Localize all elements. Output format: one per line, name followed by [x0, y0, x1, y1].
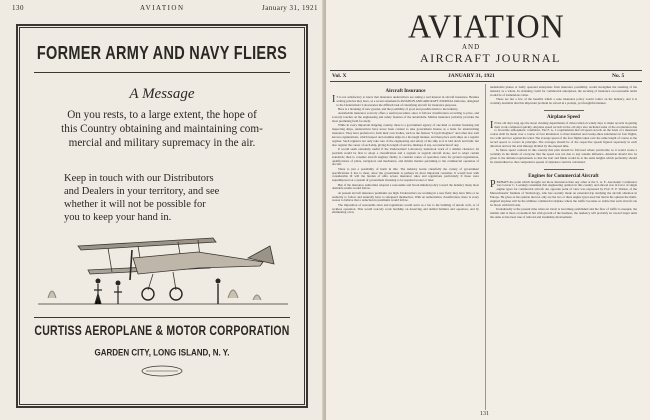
column-divider: [485, 84, 486, 410]
drop-cap: I: [490, 119, 494, 131]
ad-body-line: mercial and military supremacy in the air.: [68, 137, 256, 149]
issue-volume: Vol. X: [332, 73, 347, 79]
masthead-and: AND: [462, 43, 481, 51]
article-paragraph: I N the old days long ago the street cleaning departments of cities relied on windy days to make records in getting their work completed quickly. Airplane speed records in the old days also included some of the acceleration due to favorable atmospheric conditions. The F. A. I. requirements that all speed records on the basis of a measured course shall be made over a course of four kilometers to three hundred and twenty-three kilometers in four flights, two with and two against the wind. The average speed of the four flights taken over the same length of course as the record speed, is correct in principle. The averages should be of the respective speeds figured separately in each direction and not the total mileage divided by the elapsed time.: [490, 119, 637, 148]
article-paragraph: Undoubtedly at the present time when air travel is becoming established and the flow of traffic is unequal, the smaller unit is more economical but with growth of the business, the tendency will probably be toward larger units the same as has been true of railroad and steamship development.: [490, 206, 637, 219]
masthead-rule-top: [330, 70, 642, 71]
ad-message-title: A Message: [129, 86, 195, 102]
article-heading-speed: Airplane Speed: [547, 114, 580, 120]
article-paragraph: In future speed contests in this country this plan should be followed where practicable as it would create a certainty in the minds of everyone that the speed was not due to any outside influence. Attention should also be given to the altitude requirements so that the start and finish would be at the same heights which preferably should be standardized so that comparative speeds of airplanes could be calculated.: [490, 148, 637, 164]
article-heading-insurance: Aircraft Insurance: [385, 89, 426, 94]
column-right: [490, 86, 637, 220]
ad-secondary-line: and Dealers in your territory, and see: [64, 186, 220, 197]
ad-secondary-line: Keep in touch with our Distributors: [64, 173, 214, 184]
article-paragraph: Here is a breaking of new ground, and the possibility of good and possible harm to the industry.: [338, 107, 459, 112]
ad-secondary-text: [64, 172, 286, 224]
ad-company-address: GARDEN CITY, LONG ISLAND, N. Y.: [94, 347, 230, 358]
article-paragraph: There is just a possibility of harm in this. The industry learns cheerfully the variety of government specifications it has to meet, since the government is perhaps its most important customer. It would bear with considerable ill will the burden of ultra severe insurance rules and regulations particularly if these were superimposed on a system of government licensing to be required sooner or later.: [332, 166, 479, 183]
drop-cap: I: [332, 94, 336, 105]
left-page-number: 130: [12, 4, 24, 12]
article-paragraph: While in every important shipping country, there is a government agency of one kind or another licensing and inspecting ships, underwriters have never been content to take government license as a basis for underwriting insurance. They have preferred to form their own bodies, such as the famous "Lloyd's Register" and other less well known organizations, which inspect and examine ships in a thorough manner, and then place each ships on a regular register. Such registers not only take care of the engineering and safety of the ship as it is laid down and built, but also register the career of each ship, giving its length of service, mishaps if any, reconstruction if any.: [332, 123, 479, 147]
left-header-date: January 31, 1921: [262, 4, 319, 12]
article-paragraph: But, if the insurance authorities adopted a reasonable and broad-minded policy toward the industry many most desirable results would follow.: [332, 182, 479, 191]
article-paragraph: Automobile insurance scarcely offers a useful precedent, since it follows classification according to price, and scarcely touches on the engineering and safety features of the automobile. Marine insurance probably provides the most promising field for study.: [332, 111, 479, 124]
left-running-title: AVIATION: [140, 4, 185, 12]
airplane-illustration: [38, 228, 288, 308]
article-heading-engines: Engines for Commercial Aircraft: [528, 173, 599, 179]
section-separator: [544, 110, 584, 111]
section-separator: [544, 169, 584, 170]
drop-cap: P: [490, 178, 496, 190]
article-paragraph: These are but a few of the benefits which a sane insurance policy would confer on the industry, and it is certainly desirable that this important problem be solved in a prompt, yet thoughtful manner.: [490, 97, 637, 105]
article-paragraph: It would seem extremely useful if the Underwriters' Laboratory undertook work of a similar character. Its problem would be first to adopt a classification and a register as regards aircraft alone, and to adopt certain standards; then to consider aircraft engines; finally to consider routes of operation, rules for ground organization, qualifications of pilots, navigators and mechanics, and similar matters pertaining to the commercial operation of aircraft.: [332, 146, 479, 167]
issue-date: JANUARY 31, 1921: [448, 73, 495, 79]
masthead-subtitle: AIRCRAFT JOURNAL: [420, 51, 561, 65]
ad-rule-bottom: [34, 317, 290, 318]
right-page-number: 131: [480, 411, 489, 417]
ad-company-name: CURTISS AEROPLANE & MOTOR CORPORATION: [34, 323, 290, 339]
curtiss-logo-icon: [140, 364, 184, 378]
ad-body-line: On you rests, to a large extent, the hope of: [67, 109, 257, 121]
ad-body-text: [36, 108, 288, 150]
issue-number: No. 5: [612, 73, 625, 79]
column-left: [332, 86, 479, 216]
article-paragraph: I T is not satisfactory to know that insurance underwriters are taking a real interest in aircraft insurance. Besides writing policies they have, as a recent statement in AVIATION AND AIRCRAFT JOURNAL indicates, delegated to the Underwriters' Laboratories the difficult task of classifying aircraft for insurance purposes.: [332, 94, 479, 107]
ad-secondary-line: you to keep your hand in.: [64, 212, 172, 223]
article-paragraph: undesirable planes or badly operated enterprises from insurance possibility, would strengthen the standing of the industry as a whole. In obtaining credit for commercial enterprises, the securing of insurance on reasonable terms would be of tremendous value.: [490, 85, 637, 97]
article-paragraph: The imposition of reasonable rules and regulations would serve as a bar to the building of unsafe craft, or of reckless operation. This would scarcely work hardship on deserving and skilled builders and operators, and by eliminating a few: [332, 202, 479, 215]
masthead-title: AVIATION: [408, 7, 565, 45]
masthead-rule-bottom: [330, 81, 642, 82]
ad-rule-top: [34, 72, 290, 73]
ad-headline: FORMER ARMY AND NAVY FLIERS: [36, 44, 288, 64]
article-paragraph: At present aircraft insurance premiums are high. Underwriters are working in a new field; they have little or no authority to follow and naturally have to safeguard themselves. With an authoritative classification, there is every reason to believe that a reduction in premiums would follow.: [332, 190, 479, 203]
ad-secondary-line: whether it will not be possible for: [64, 199, 206, 210]
ad-body-line: this Country obtaining and maintaining com-: [61, 123, 263, 135]
article-paragraph: PERHAPS the point which brought out more discussion than any other at the S. A. E. Aeronautic Conference was Grover C. Loening's statement that engineering opinion in this country and abroad was in favor of single engine types for commercial aircraft. An opposite point of view was expressed by Prof. E. P. Warner, of the Massachusetts' Institute of Technology, who has recently made an extended trip studying the aircraft situation in Europe. He gives as his opinion that not only are the two or three engine types used but that in his opinion the multi-engined airplane will be the ultimate commercial airplane where the traffic becomes so stable that such aircraft can be flown with full loads.: [490, 178, 637, 207]
